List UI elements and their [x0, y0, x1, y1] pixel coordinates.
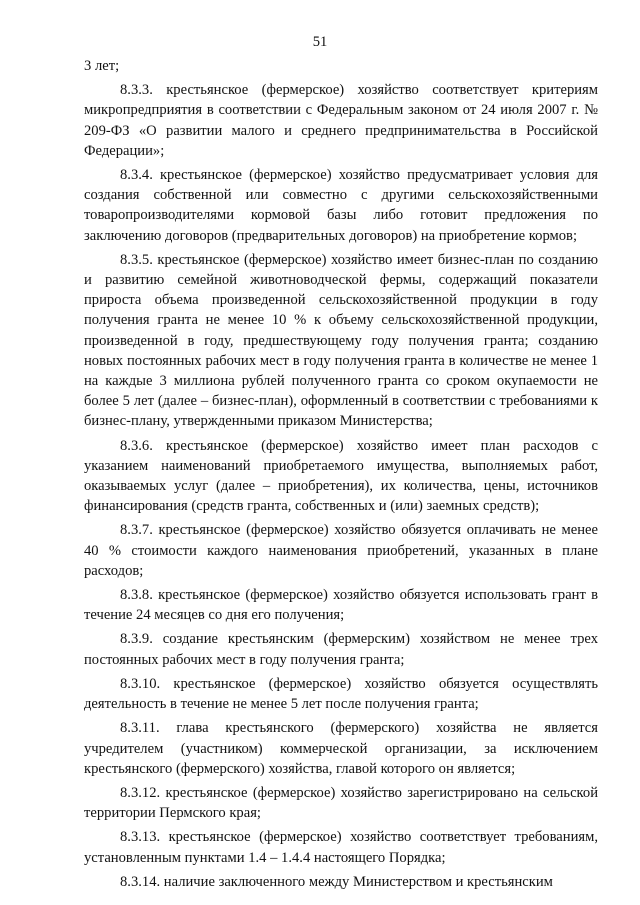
clause-8-3-6: 8.3.6. крестьянское (фермерское) хозяйство имеет план расходов с указанием наименований приобретаемого имущества, выполняемых работ, оказываемых услуг (далее – приобретения), их количества, цены, источников финансирования (средств гранта, собственных и (или) заемных средств); — [84, 437, 598, 515]
clause-8-3-5: 8.3.5. крестьянское (фермерское) хозяйство имеет бизнес-план по созданию и развитию семейной животноводческой фермы, содержащий показатели прироста объема произведенной сельскохозяйственной продукции в году получения гранта не менее 10 % к объему сельскохозяйственной продукции, произведенной в году, предшествующему году получения гранта; созданию новых постоянных рабочих мест в году получения гранта в количестве не менее 1 на каждые 3 миллиона рублей полученного гранта со сроком окупаемости не более 5 лет (далее – бизнес-план), оформленный в соответствии с требованиями к бизнес-плану, утвержденными приказом Министерства; — [84, 251, 598, 430]
clause-8-3-4: 8.3.4. крестьянское (фермерское) хозяйство предусматривает условия для создания собственной или совместно с другими сельскохозяйственными товаропроизводителями кормовой базы либо готовит предложения по заключению договоров (предварительных договоров) на приобретение кормов; — [84, 167, 598, 244]
clause-8-3-14: 8.3.14. наличие заключенного между Министерством и крестьянским — [120, 873, 553, 890]
clause-8-3-9: 8.3.9. создание крестьянским (фермерским) хозяйством не менее трех постоянных рабочих мест в году получения гранта; — [84, 631, 598, 668]
document-body — [84, 56, 598, 896]
clause-8-3-8: 8.3.8. крестьянское (фермерское) хозяйство обязуется использовать грант в течение 24 месяцев со дня его получения; — [84, 587, 598, 624]
clause-8-3-13: 8.3.13. крестьянское (фермерское) хозяйство соответствует требованиям, установленным пунктами 1.4 – 1.4.4 настоящего Порядка; — [84, 829, 598, 866]
clause-8-3-3: 8.3.3. крестьянское (фермерское) хозяйство соответствует критериям микропредприятия в соответствии с Федеральным законом от 24 июля 2007 г. № 209-ФЗ «О развитии малого и среднего предпринимательства в Российской Федерации»; — [84, 82, 598, 159]
clause-8-3-7: 8.3.7. крестьянское (фермерское) хозяйство обязуется оплачивать не менее 40 % стоимости каждого наименования приобретений, указанных в плане расходов; — [84, 522, 598, 579]
clause-8-3-11: 8.3.11. глава крестьянского (фермерского) хозяйства не является учредителем (участником) коммерческой организации, за исключением крестьянского (фермерского) хозяйства, главой которого он является; — [84, 720, 598, 777]
clause-8-3-12: 8.3.12. крестьянское (фермерское) хозяйство зарегистрировано на сельской территории Пермского края; — [84, 784, 598, 822]
paragraph-continuation: 3 лет; — [84, 58, 120, 74]
page-number: 51 — [312, 34, 328, 50]
clause-8-3-10: 8.3.10. крестьянское (фермерское) хозяйство обязуется осуществлять деятельность в течение не менее 5 лет после получения гранта; — [84, 675, 598, 713]
